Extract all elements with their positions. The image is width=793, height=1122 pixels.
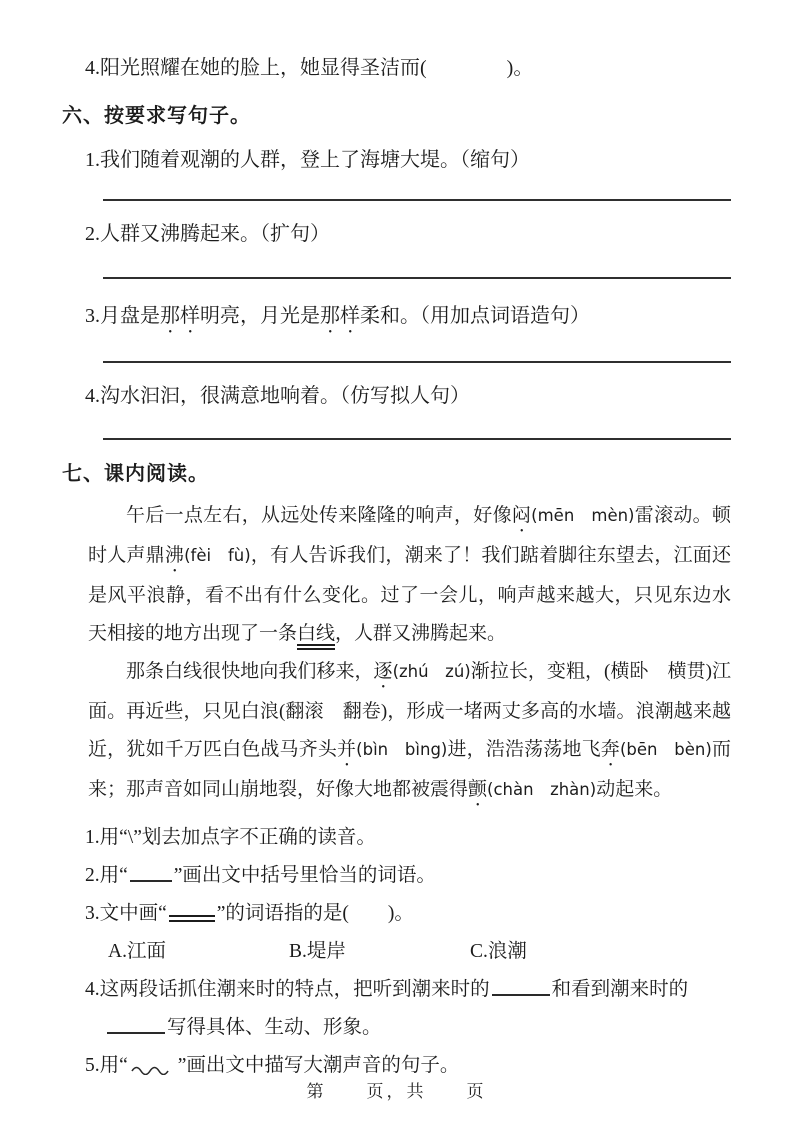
q3-text-pre: 3.月盘是 <box>85 305 160 327</box>
answer-line-4 <box>103 438 731 440</box>
answer-line-2 <box>103 277 731 279</box>
answer-line-3 <box>103 361 731 363</box>
p2-dotted-char-1: 逐 <box>373 661 393 682</box>
p1-double-underlined-word: 白线 <box>297 623 335 650</box>
p1-text: 雷滚动。顿时人声鼎 <box>88 505 731 566</box>
q3-text-post: 柔和。（用加点词语造句） <box>360 305 590 327</box>
p2-pinyin-2: (bìn bìng) <box>356 740 448 759</box>
vocab-question-4: 4.阳光照耀在她的脸上，她显得圣洁而( )。 <box>85 57 534 79</box>
p1-dotted-char-1: 闷 <box>511 505 532 526</box>
section-7-title: 七、课内阅读。 <box>62 463 209 485</box>
q3-dotted-word-1: 那样 <box>160 305 200 327</box>
p1-dotted-char-2: 沸 <box>164 545 185 566</box>
p2-pinyin-1: (zhú zú) <box>392 662 471 681</box>
q4-text-1: 4.这两段话抓住潮来时的特点，把听到潮来时的 <box>85 979 490 1000</box>
q4-text-3: 写得具体、生动、形象。 <box>167 1017 382 1038</box>
p2-text: 渐拉长，变粗，(横卧 横贯)江面。再近些，只见白浪(翻滚 翻卷)，形成一堵两丈多高的水墙。浪潮越来越近，犹如千万匹白色战马齐头 <box>88 661 731 760</box>
passage-paragraph-1 <box>88 497 731 653</box>
p2-pinyin-4: (chàn zhàn) <box>487 780 597 799</box>
q3-text-post: ”的词语指的是( )。 <box>216 903 414 924</box>
question-3-options <box>85 933 731 971</box>
p2-text: 而来；那声音如同山崩地裂，好像大地都被震得 <box>88 739 731 800</box>
section-6-title: 六、按要求写句子。 <box>62 105 251 127</box>
answer-line-1 <box>103 199 731 201</box>
p2-text: 那条白线很快地向我们移来， <box>126 661 374 682</box>
blank-wavy-underline-glyph <box>130 1051 176 1065</box>
p2-dotted-char-2: 并 <box>337 739 357 760</box>
q4-text-2: 和看到潮来时的 <box>551 979 689 1000</box>
q5-text-pre: 5.用“ <box>85 1055 128 1076</box>
section6-question-4: 4.沟水汩汩，很满意地响着。（仿写拟人句） <box>85 385 470 407</box>
option-a: A.江面 <box>108 941 166 962</box>
section7-question-4 <box>85 971 731 1047</box>
q3-dotted-word-2: 那样 <box>320 305 360 327</box>
p1-text: ，有人告诉我们，潮来了！我们踮着脚往东望去，江面还是风平浪静，看不出有什么变化。过了一会儿，响声越来越大，只见东边水天相接的地方出现了一条 <box>88 545 731 644</box>
p2-pinyin-3: (bēn bèn) <box>619 740 712 759</box>
passage-paragraph-2 <box>88 653 731 811</box>
p1-text: ，人群又沸腾起来。 <box>335 623 507 644</box>
section6-question-2: 2.人群又沸腾起来。（扩句） <box>85 223 330 245</box>
blank-underline-glyph <box>130 866 172 882</box>
q3-text-mid: 明亮，月光是 <box>200 305 320 327</box>
fill-blank-1 <box>492 980 550 996</box>
q3-text-pre: 3.文中画“ <box>85 903 167 924</box>
q2-text-post: ”画出文中括号里恰当的词语。 <box>173 865 436 886</box>
section6-question-1: 1.我们随着观潮的人群，登上了海塘大堤。（缩句） <box>85 149 530 171</box>
p1-text: 午后一点左右，从远处传来隆隆的响声，好像 <box>126 505 512 526</box>
blank-double-underline-glyph <box>169 905 215 922</box>
p2-dotted-char-3: 奔 <box>600 739 620 760</box>
section7-question-2 <box>85 857 731 895</box>
option-b: B.堤岸 <box>289 941 346 962</box>
section7-question-3 <box>85 895 731 933</box>
page-footer: 第 页，共 页 <box>306 1082 487 1101</box>
q2-text-pre: 2.用“ <box>85 865 128 886</box>
p2-text: 进，浩浩荡荡地飞 <box>447 739 601 760</box>
section7-question-1: 1.用“\”划去加点字不正确的读音。 <box>85 827 376 848</box>
p1-pinyin-2: (fèi fù) <box>184 546 251 565</box>
p2-dotted-char-4: 颤 <box>468 779 488 800</box>
section6-question-3 <box>85 303 731 338</box>
reading-passage <box>62 497 731 811</box>
p2-text: 动起来。 <box>596 779 673 800</box>
p1-pinyin-1: (mēn mèn) <box>531 506 635 525</box>
fill-blank-2 <box>107 1018 165 1034</box>
q5-text-post: ”画出文中描写大潮声音的句子。 <box>177 1055 460 1076</box>
option-c: C.浪潮 <box>470 941 527 962</box>
